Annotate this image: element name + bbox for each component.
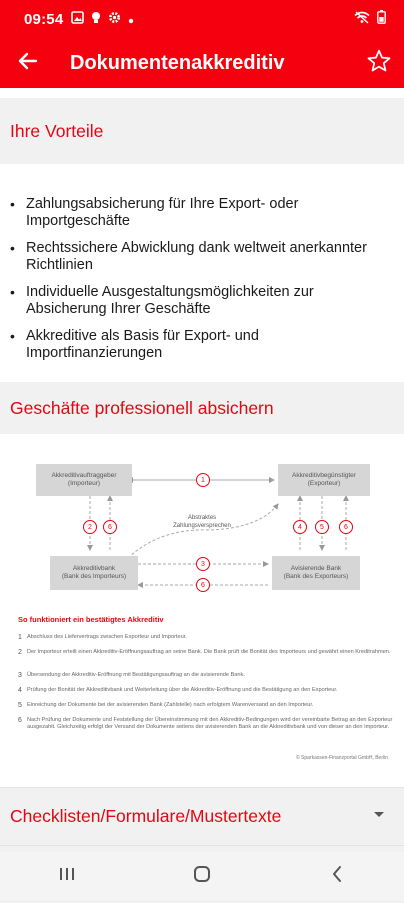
recent-apps-icon [58, 866, 76, 887]
accordion-checklists[interactable] [0, 787, 404, 845]
step-row [18, 649, 394, 656]
step-number: 5 [18, 702, 22, 709]
list-item: • Akkreditive als Basis für Export- und Importfinanzierungen [10, 328, 386, 362]
benefits-list [0, 164, 404, 376]
step-marker-1: 1 [196, 473, 210, 487]
gallery-icon [71, 11, 84, 28]
home-button[interactable] [172, 856, 232, 896]
back-icon [331, 865, 343, 888]
issuing-bank-line1: Akkreditivbank [72, 565, 116, 572]
step-text: Nach Prüfung der Dokumente und Feststellung der Übereinstimmung mit den Akkreditiv-Bedingungen wird der vereinbarte Betrag an den Exporteur ausgezahlt. Gleichzeitig erfolgt der Versand der Dokumente seitens der avisierenden Bank an die Akkreditivbank und von dieser an den Importeur. [27, 717, 393, 730]
advising-bank-line1: Avisierende Bank [290, 565, 342, 572]
step-marker-6b: 6 [339, 520, 353, 534]
home-icon [193, 865, 211, 888]
step-marker-6: 6 [103, 520, 117, 534]
benefits-heading: Ihre Vorteile [0, 98, 404, 164]
step-row [18, 634, 394, 641]
list-item: • Zahlungsabsicherung für Ihre Export- oder Importgeschäfte [10, 196, 386, 230]
step-number: 4 [18, 687, 22, 694]
step-text: Prüfung der Bonität der Akkreditivbank und Weiterleitung über die Akkreditiv-Eröffnung und die Bestätigung an den Exporteur. [27, 687, 338, 693]
status-bar [0, 0, 404, 38]
step-number: 3 [18, 672, 22, 679]
payment-promise-line2: Zahlungsversprechen [173, 523, 231, 529]
bulb-icon [91, 11, 101, 28]
advising-bank-line2: (Bank des Exporteurs) [283, 573, 349, 580]
step-row [18, 717, 394, 731]
step-marker-4: 4 [293, 520, 307, 534]
step-row [18, 672, 394, 679]
exporter-box-line1: Akkreditivbegünstigter [292, 472, 356, 479]
step-marker-6c: 6 [196, 578, 210, 592]
page-title: Dokumentenakkreditiv [70, 51, 285, 74]
chevron-down-icon [374, 812, 384, 817]
battery-icon [377, 10, 386, 28]
secure-heading: Geschäfte professionell absichern [0, 382, 404, 434]
nav-back-button[interactable] [307, 856, 367, 896]
step-text: Übersendung der Akkreditiv-Eröffnung mit Bestätigungsauftrag an die avisierende Bank. [27, 672, 245, 678]
process-diagram [10, 440, 394, 775]
arrow-left-icon [18, 52, 38, 75]
step-marker-3: 3 [196, 557, 210, 571]
step-row [18, 702, 394, 709]
app-bar [0, 38, 404, 88]
step-number: 1 [18, 634, 22, 641]
star-outline-icon [366, 48, 392, 79]
list-item: • Rechtssichere Abwicklung dank weltweit anerkannter Richtlinien [10, 240, 386, 274]
favorite-button[interactable] [354, 38, 404, 88]
step-row [18, 687, 394, 694]
dot-icon [128, 11, 134, 28]
issuing-bank-box [50, 556, 138, 590]
payment-promise-label [170, 514, 234, 530]
importer-box-line2: (Importeur) [67, 480, 101, 487]
status-time: 09:54 [24, 10, 64, 28]
step-marker-5: 5 [315, 520, 329, 534]
step-text: Der Importeur erteilt einen Akkreditiv-Eröffnungsauftrag an seine Bank. Die Bank prüft die Bonität des Importeurs und gewährt einen Kreditrahmen. [27, 649, 391, 655]
gear-icon [108, 11, 121, 28]
list-item: • Individuelle Ausgestaltungsmöglichkeiten zur Absicherung Ihrer Geschäfte [10, 284, 386, 318]
step-number: 2 [18, 649, 22, 656]
wifi-off-icon [354, 11, 370, 28]
importer-box [36, 464, 132, 496]
importer-box-line1: Akkreditivauftraggeber [51, 472, 117, 479]
back-button[interactable] [0, 38, 56, 88]
copyright-note: © Sparkassen-Finanzportal GmbH, Berlin [295, 755, 388, 761]
content-area[interactable] [0, 88, 404, 852]
recent-apps-button[interactable] [37, 856, 97, 896]
step-number: 6 [18, 717, 22, 724]
payment-promise-line1: Abstraktes [187, 515, 217, 521]
steps-title: So funktioniert ein bestätigtes Akkreditiv [18, 615, 164, 624]
advising-bank-box [272, 556, 360, 590]
issuing-bank-line2: (Bank des Importeurs) [61, 573, 127, 580]
system-nav-bar [0, 852, 404, 900]
exporter-box [278, 464, 370, 496]
step-text: Einreichung der Dokumente bei der avisierenden Bank (Zahlstelle) nach erfolgtem Warenversand an den Importeur. [27, 702, 314, 708]
step-marker-2: 2 [83, 520, 97, 534]
exporter-box-line2: (Exporteur) [307, 480, 341, 487]
accordion-label: Checklisten/Formulare/Mustertexte [10, 806, 282, 826]
step-text: Abschluss des Liefervertrags zwischen Exporteur und Importeur. [27, 634, 187, 640]
